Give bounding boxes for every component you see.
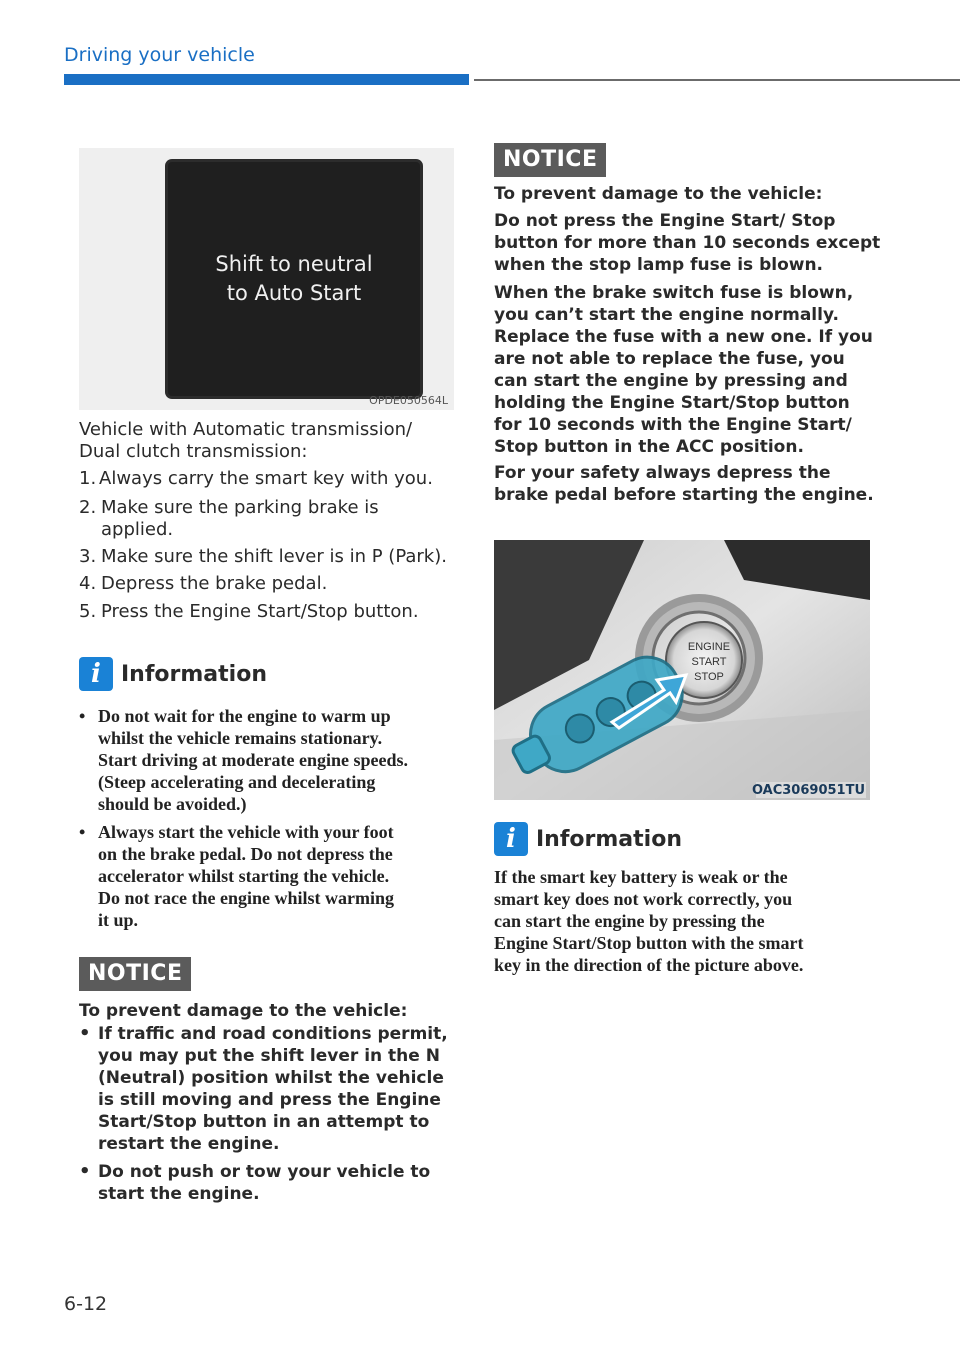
paragraph-line: key in the direction of the picture above.	[494, 955, 804, 975]
figure-code: OPDE050564L	[369, 394, 448, 407]
bullet-line: Do not wait for the engine to warm up	[98, 706, 391, 726]
step-text: Always carry the smart key with you.	[99, 468, 433, 489]
smart-key-illustration	[494, 540, 870, 800]
paragraph-line: Stop button in the ACC position.	[494, 437, 804, 457]
paragraph-line: when the stop lamp fuse is blown.	[494, 255, 824, 275]
paragraph-line: If the smart key battery is weak or the	[494, 867, 788, 887]
paragraph-line: When the brake switch fuse is blown,	[494, 283, 854, 303]
step-text-cont: applied.	[101, 519, 174, 540]
engine-label-line3: STOP	[694, 671, 724, 683]
notice-paragraph	[494, 210, 880, 276]
step-number: 4.	[79, 573, 97, 594]
paragraph-line: can start the engine by pressing and	[494, 371, 848, 391]
bullet-line: accelerator whilst starting the vehicle.	[98, 866, 390, 886]
info-title: Information	[536, 826, 682, 852]
bullet-line: restart the engine.	[98, 1134, 280, 1154]
paragraph-line: are not able to replace the fuse, you	[494, 349, 845, 369]
section-title: Driving your vehicle	[64, 44, 255, 66]
bullet-line: Do not race the engine whilst warming	[98, 888, 394, 908]
info-icon: i	[494, 822, 528, 856]
step-number: 1.	[79, 468, 97, 489]
paragraph-line: Do not press the Engine Start/ Stop	[494, 211, 836, 231]
step-number: 5.	[79, 601, 97, 622]
info-paragraph	[494, 866, 804, 976]
info-icon: i	[79, 657, 113, 691]
paragraph-line: For your safety always depress the	[494, 463, 831, 483]
info-title: Information	[121, 661, 267, 687]
page-number: 6-12	[64, 1293, 108, 1315]
notice-lead: To prevent damage to the vehicle:	[494, 184, 823, 204]
step-number: 3.	[79, 546, 97, 567]
intro-line2: Dual clutch transmission:	[79, 441, 308, 462]
paragraph-line: button for more than 10 seconds except	[494, 233, 881, 253]
paragraph-line: for 10 seconds with the Engine Start/	[494, 415, 852, 435]
info-heading	[79, 657, 267, 691]
paragraph-line: brake pedal before starting the engine.	[494, 485, 874, 505]
cluster-display	[168, 162, 420, 396]
bullet-line: Start/Stop button in an attempt to	[98, 1112, 430, 1132]
bullet-line: you may put the shift lever in the N	[98, 1046, 440, 1066]
bullet-line: Do not push or tow your vehicle to	[98, 1162, 431, 1182]
bullet-line: should be avoided.)	[98, 794, 247, 814]
bullet-line: start the engine.	[98, 1184, 260, 1204]
step-text: Depress the brake pedal.	[101, 573, 328, 594]
header-accent-bar	[64, 74, 469, 85]
engine-label-line1: ENGINE	[687, 641, 731, 653]
cluster-message-line2: to Auto Start	[226, 281, 362, 305]
paragraph-line: Replace the fuse with a new one. If you	[494, 327, 873, 347]
bullet-line: Always start the vehicle with your foot	[98, 822, 394, 842]
paragraph-line: can start the engine by pressing the	[494, 911, 765, 931]
notice-paragraph	[494, 282, 873, 458]
bullet-line: If traffic and road conditions permit,	[98, 1024, 448, 1044]
notice-paragraph	[494, 462, 874, 506]
bullet-line: it up.	[98, 910, 139, 930]
figure-smart-key-start	[494, 540, 870, 800]
info-heading	[494, 822, 682, 856]
bullet-line: on the brake pedal. Do not depress the	[98, 844, 393, 864]
paragraph-line: holding the Engine Start/Stop button	[494, 393, 850, 413]
figure-code: OAC3069051TU	[751, 783, 865, 798]
paragraph-line: Engine Start/Stop button with the smart	[494, 933, 804, 953]
paragraph-line: smart key does not work correctly, you	[494, 889, 793, 909]
engine-label-line2: START	[691, 656, 727, 668]
paragraph-line: you can’t start the engine normally.	[494, 305, 839, 325]
bullet-line: Start driving at moderate engine speeds.	[98, 750, 408, 770]
step-text: Make sure the parking brake is	[101, 497, 379, 518]
header-rule	[474, 79, 960, 81]
bullet-line: whilst the vehicle remains stationary.	[98, 728, 383, 748]
intro-line1: Vehicle with Automatic transmission/	[79, 419, 413, 440]
step-text: Make sure the shift lever is in P (Park).	[101, 546, 447, 567]
notice-label: NOTICE	[494, 143, 606, 177]
bullet-line: (Steep accelerating and decelerating	[98, 772, 376, 792]
bullet-line: (Neutral) position whilst the vehicle	[98, 1068, 444, 1088]
step-number: 2.	[79, 497, 97, 518]
notice-lead: To prevent damage to the vehicle:	[79, 1001, 408, 1021]
cluster-message-line1: Shift to neutral	[215, 252, 373, 276]
notice-label: NOTICE	[79, 957, 191, 991]
bullet-line: is still moving and press the Engine	[98, 1090, 441, 1110]
step-text: Press the Engine Start/Stop button.	[101, 601, 419, 622]
